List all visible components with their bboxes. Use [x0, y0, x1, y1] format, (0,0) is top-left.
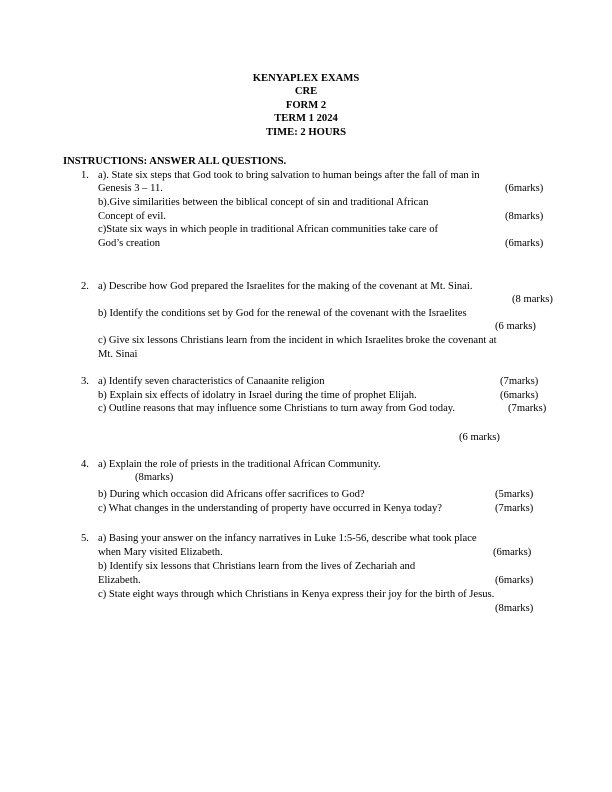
marks-label: (8marks)	[495, 603, 534, 614]
question-text-line: b) Identify six lessons that Christians learn from the lives of Zechariah and	[98, 561, 416, 572]
marks-label: (6marks)	[505, 183, 544, 194]
question-number: 4.	[81, 459, 89, 470]
question-text-line: c) State eight ways through which Christians in Kenya express their joy for the birth of Jesus.	[98, 589, 495, 600]
marks-label: (7marks)	[500, 376, 539, 387]
form-title: FORM 2	[285, 100, 327, 111]
marks-label: (6 marks)	[495, 321, 536, 332]
question-text-line: Genesis 3 – 11.	[98, 183, 163, 194]
question-number: 2.	[81, 281, 89, 292]
marks-label: (6marks)	[500, 390, 539, 401]
marks-label: (7marks)	[508, 403, 547, 414]
question-text-line: a) Basing your answer on the infancy narratives in Luke 1:5-56, describe what took place	[98, 533, 477, 544]
marks-label: (8 marks)	[512, 294, 553, 305]
question-number: 5.	[81, 533, 89, 544]
marks-label: (6marks)	[505, 238, 544, 249]
exam-provider-title: KENYAPLEX EXAMS	[252, 73, 360, 84]
question-text-line: a). State six steps that God took to bring salvation to human beings after the fall of man in	[98, 170, 480, 181]
question-text-line: b).Give similarities between the biblical concept of sin and traditional African	[98, 197, 429, 208]
instructions: INSTRUCTIONS: ANSWER ALL QUESTIONS.	[63, 156, 287, 167]
term-title: TERM 1 2024	[274, 113, 338, 124]
question-text-line: Mt. Sinai	[98, 349, 138, 360]
question-text-line: c)State six ways in which people in traditional African communities take care of	[98, 224, 439, 235]
marks-label: (6 marks)	[459, 432, 500, 443]
question-text-line: a) Explain the role of priests in the traditional African Community.	[98, 459, 381, 470]
question-text-line: Elizabeth.	[98, 575, 141, 586]
subject-title: CRE	[294, 86, 318, 97]
question-text-line: b) Explain six effects of idolatry in Israel during the time of prophet Elijah.	[98, 390, 417, 401]
question-text-line: c) Give six lessons Christians learn from the incident in which Israelites broke the covenant at	[98, 335, 497, 346]
question-number: 1.	[81, 170, 89, 181]
marks-label: (7marks)	[495, 503, 534, 514]
marks-label: (8marks)	[505, 211, 544, 222]
question-text-line: c) What changes in the understanding of property have occurred in Kenya today?	[98, 503, 442, 514]
question-text-line: b) Identify the conditions set by God for the renewal of the covenant with the Israelites	[98, 308, 467, 319]
question-text-line: c) Outline reasons that may influence some Christians to turn away from God today.	[98, 403, 456, 414]
marks-label: (8marks)	[135, 472, 174, 483]
time-title: TIME: 2 HOURS	[265, 127, 347, 138]
question-text-line: when Mary visited Elizabeth.	[98, 547, 223, 558]
question-text-line: a) Identify seven characteristics of Canaanite religion	[98, 376, 325, 387]
question-text-line: God’s creation	[98, 238, 161, 249]
marks-label: (5marks)	[495, 489, 534, 500]
question-text-line: Concept of evil.	[98, 211, 166, 222]
question-text-line: a) Describe how God prepared the Israelites for the making of the covenant at Mt. Sinai.	[98, 281, 473, 292]
question-text-line: b) During which occasion did Africans offer sacrifices to God?	[98, 489, 365, 500]
marks-label: (6marks)	[493, 547, 532, 558]
question-number: 3.	[81, 376, 89, 387]
marks-label: (6marks)	[495, 575, 534, 586]
